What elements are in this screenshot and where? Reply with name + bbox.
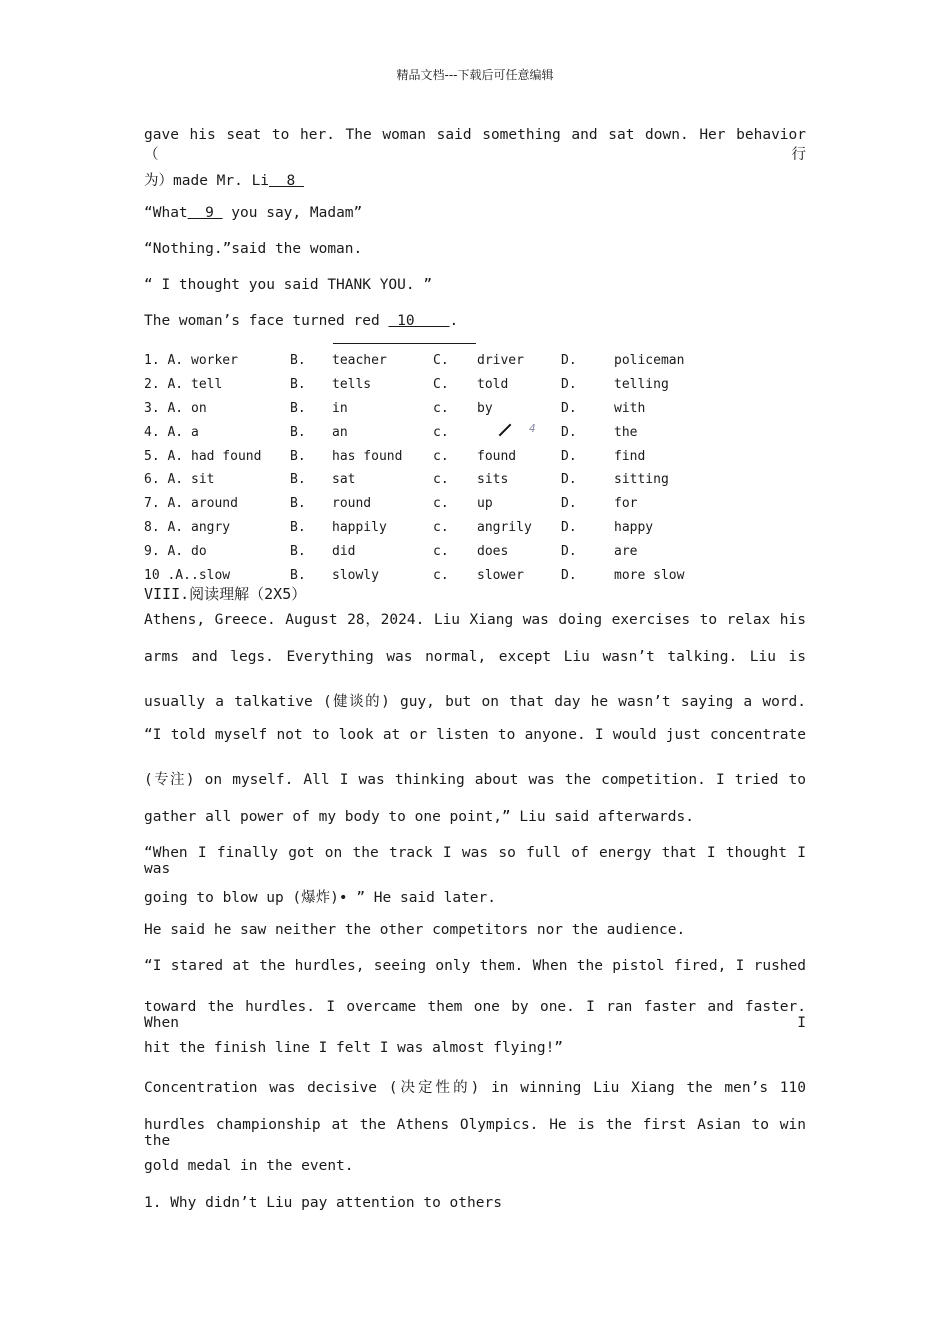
option-row bbox=[144, 420, 684, 444]
cloze-line bbox=[144, 313, 458, 329]
option-lb: B. bbox=[290, 472, 306, 488]
option-d: sitting bbox=[614, 472, 669, 488]
cloze-line: gave his seat to her. The woman said something and sat down. Her behavior（行 bbox=[144, 127, 806, 163]
option-a: had found bbox=[191, 448, 262, 464]
option-lc: c. bbox=[433, 543, 449, 559]
option-b: has found bbox=[332, 448, 403, 464]
option-a: on bbox=[191, 400, 207, 416]
option-c: angrily bbox=[477, 519, 532, 535]
slash-stroke bbox=[499, 424, 512, 437]
option-lc: c. bbox=[433, 496, 449, 512]
option-b: tells bbox=[332, 377, 372, 393]
option-d: more slow bbox=[614, 567, 685, 583]
passage-line: He said he saw neither the other competitors nor the audience. bbox=[144, 922, 686, 938]
blank-10: 10 bbox=[388, 313, 450, 329]
cloze-text: The woman’s face turned red bbox=[144, 313, 389, 329]
option-c: up bbox=[477, 496, 493, 512]
option-num: 1. A. bbox=[144, 353, 184, 369]
option-row bbox=[144, 397, 684, 421]
option-d: with bbox=[614, 400, 646, 416]
passage-line: toward the hurdles. I overcame them one by one. I ran faster and faster. When I bbox=[144, 999, 806, 1031]
option-c bbox=[477, 420, 561, 444]
option-lc: C. bbox=[433, 377, 449, 393]
handwritten-number: 4 bbox=[529, 422, 536, 436]
option-lc: C. bbox=[433, 353, 449, 369]
option-b: round bbox=[332, 496, 372, 512]
passage-line: (专注) on myself. All I was thinking about was the competition. I tried to bbox=[144, 772, 806, 788]
option-lc: c. bbox=[433, 400, 449, 416]
option-d: telling bbox=[614, 377, 669, 393]
option-b: sat bbox=[332, 472, 356, 488]
option-lb: B. bbox=[290, 377, 306, 393]
option-c: does bbox=[477, 543, 509, 559]
question-1: 1. Why didn’t Liu pay attention to others bbox=[144, 1195, 502, 1211]
option-ld: D. bbox=[561, 519, 577, 535]
option-row bbox=[144, 492, 684, 516]
passage-line: hit the finish line I felt I was almost flying!” bbox=[144, 1040, 564, 1056]
option-a: tell bbox=[191, 377, 223, 393]
passage-line: gold medal in the event. bbox=[144, 1158, 354, 1174]
option-c: slower bbox=[477, 567, 524, 583]
passage-line: going to blow up (爆炸)• ” He said later. bbox=[144, 890, 497, 906]
option-lc: c. bbox=[433, 448, 449, 464]
option-row bbox=[144, 468, 684, 492]
passage-line: Concentration was decisive (决定性的) in winning Liu Xiang the men’s 110 bbox=[144, 1080, 806, 1096]
option-num: 2. A. bbox=[144, 377, 184, 393]
cloze-line bbox=[144, 169, 304, 190]
option-d: policeman bbox=[614, 353, 685, 369]
option-num: 7. A. bbox=[144, 496, 184, 512]
option-c: found bbox=[477, 448, 517, 464]
options-table bbox=[144, 349, 684, 587]
section-title: VIII.阅读理解（2X5） bbox=[144, 585, 307, 603]
option-lb: B. bbox=[290, 567, 306, 583]
option-lb: B. bbox=[290, 400, 306, 416]
option-lb: B. bbox=[290, 448, 306, 464]
option-a: .slow bbox=[191, 567, 231, 583]
option-d: find bbox=[614, 448, 646, 464]
option-c: by bbox=[477, 400, 493, 416]
option-c: driver bbox=[477, 353, 524, 369]
option-lb: B. bbox=[290, 424, 306, 440]
option-lb: B. bbox=[290, 496, 306, 512]
option-ld: D. bbox=[561, 472, 577, 488]
option-lc: c. bbox=[433, 472, 449, 488]
option-num: 8. A. bbox=[144, 519, 184, 535]
handwritten-slash-mark bbox=[477, 422, 537, 438]
option-a: do bbox=[191, 543, 207, 559]
passage-line: hurdles championship at the Athens Olympics. He is the first Asian to win the bbox=[144, 1117, 806, 1149]
blank-9: 9 bbox=[187, 205, 223, 221]
option-a: around bbox=[191, 496, 238, 512]
option-b: in bbox=[332, 400, 348, 416]
option-num: 3. A. bbox=[144, 400, 184, 416]
option-row bbox=[144, 516, 684, 540]
option-a: sit bbox=[191, 472, 215, 488]
option-num: 10 .A. bbox=[144, 567, 191, 583]
passage-line: arms and legs. Everything was normal, except Liu wasn’t talking. Liu is bbox=[144, 649, 806, 665]
cloze-text: . bbox=[449, 313, 459, 329]
passage-line: usually a talkative (健谈的) guy, but on that day he wasn’t saying a word. bbox=[144, 694, 806, 710]
option-c: sits bbox=[477, 472, 509, 488]
option-d: are bbox=[614, 543, 638, 559]
option-num: 6. A. bbox=[144, 472, 184, 488]
option-row bbox=[144, 444, 684, 468]
option-lc: c. bbox=[433, 424, 449, 440]
option-b: an bbox=[332, 424, 348, 440]
option-a: a bbox=[191, 424, 199, 440]
option-ld: D. bbox=[561, 353, 577, 369]
option-d: for bbox=[614, 496, 638, 512]
option-b: did bbox=[332, 543, 356, 559]
option-ld: D. bbox=[561, 543, 577, 559]
page-header: 精品文档---下载后可任意编辑 bbox=[396, 68, 554, 82]
passage-line: “I told myself not to look at or listen to anyone. I would just concentrate bbox=[144, 727, 806, 743]
passage-line: gather all power of my body to one point,” Liu said afterwards. bbox=[144, 809, 694, 825]
option-b: slowly bbox=[332, 567, 379, 583]
passage-line: “When I finally got on the track I was so full of energy that I thought I was bbox=[144, 845, 806, 877]
option-d: happy bbox=[614, 519, 654, 535]
option-lb: B. bbox=[290, 353, 306, 369]
cloze-line bbox=[144, 205, 362, 221]
option-a: worker bbox=[191, 353, 238, 369]
passage-line: Athens, Greece. August 28，2024. Liu Xiang was doing exercises to relax his bbox=[144, 612, 806, 628]
option-ld: D. bbox=[561, 400, 577, 416]
option-b: happily bbox=[332, 519, 387, 535]
option-a: angry bbox=[191, 519, 231, 535]
option-ld: D. bbox=[561, 567, 577, 583]
option-ld: D. bbox=[561, 448, 577, 464]
option-ld: D. bbox=[561, 377, 577, 393]
option-d: the bbox=[614, 424, 638, 440]
option-lc: c. bbox=[433, 567, 449, 583]
option-c: told bbox=[477, 377, 509, 393]
cloze-text: you say, Madam” bbox=[222, 205, 363, 221]
cloze-line: “Nothing.”said the woman. bbox=[144, 241, 363, 257]
option-num: 4. A. bbox=[144, 424, 184, 440]
option-ld: D. bbox=[561, 424, 577, 440]
cloze-text: “What bbox=[144, 205, 188, 221]
option-row bbox=[144, 539, 684, 563]
option-ld: D. bbox=[561, 496, 577, 512]
option-lc: c. bbox=[433, 519, 449, 535]
option-b: teacher bbox=[332, 353, 387, 369]
cloze-line: “ I thought you said THANK YOU. ” bbox=[144, 277, 433, 293]
option-num: 9. A. bbox=[144, 543, 184, 559]
option-lb: B. bbox=[290, 519, 306, 535]
option-num: 5. A. bbox=[144, 448, 184, 464]
blank-8: 8 bbox=[269, 173, 304, 189]
option-row bbox=[144, 349, 684, 373]
cloze-text: 为）made Mr. Li bbox=[144, 173, 270, 189]
option-row bbox=[144, 373, 684, 397]
divider-line bbox=[333, 343, 476, 344]
option-lb: B. bbox=[290, 543, 306, 559]
passage-line: “I stared at the hurdles, seeing only them. When the pistol fired, I rushed bbox=[144, 958, 806, 974]
